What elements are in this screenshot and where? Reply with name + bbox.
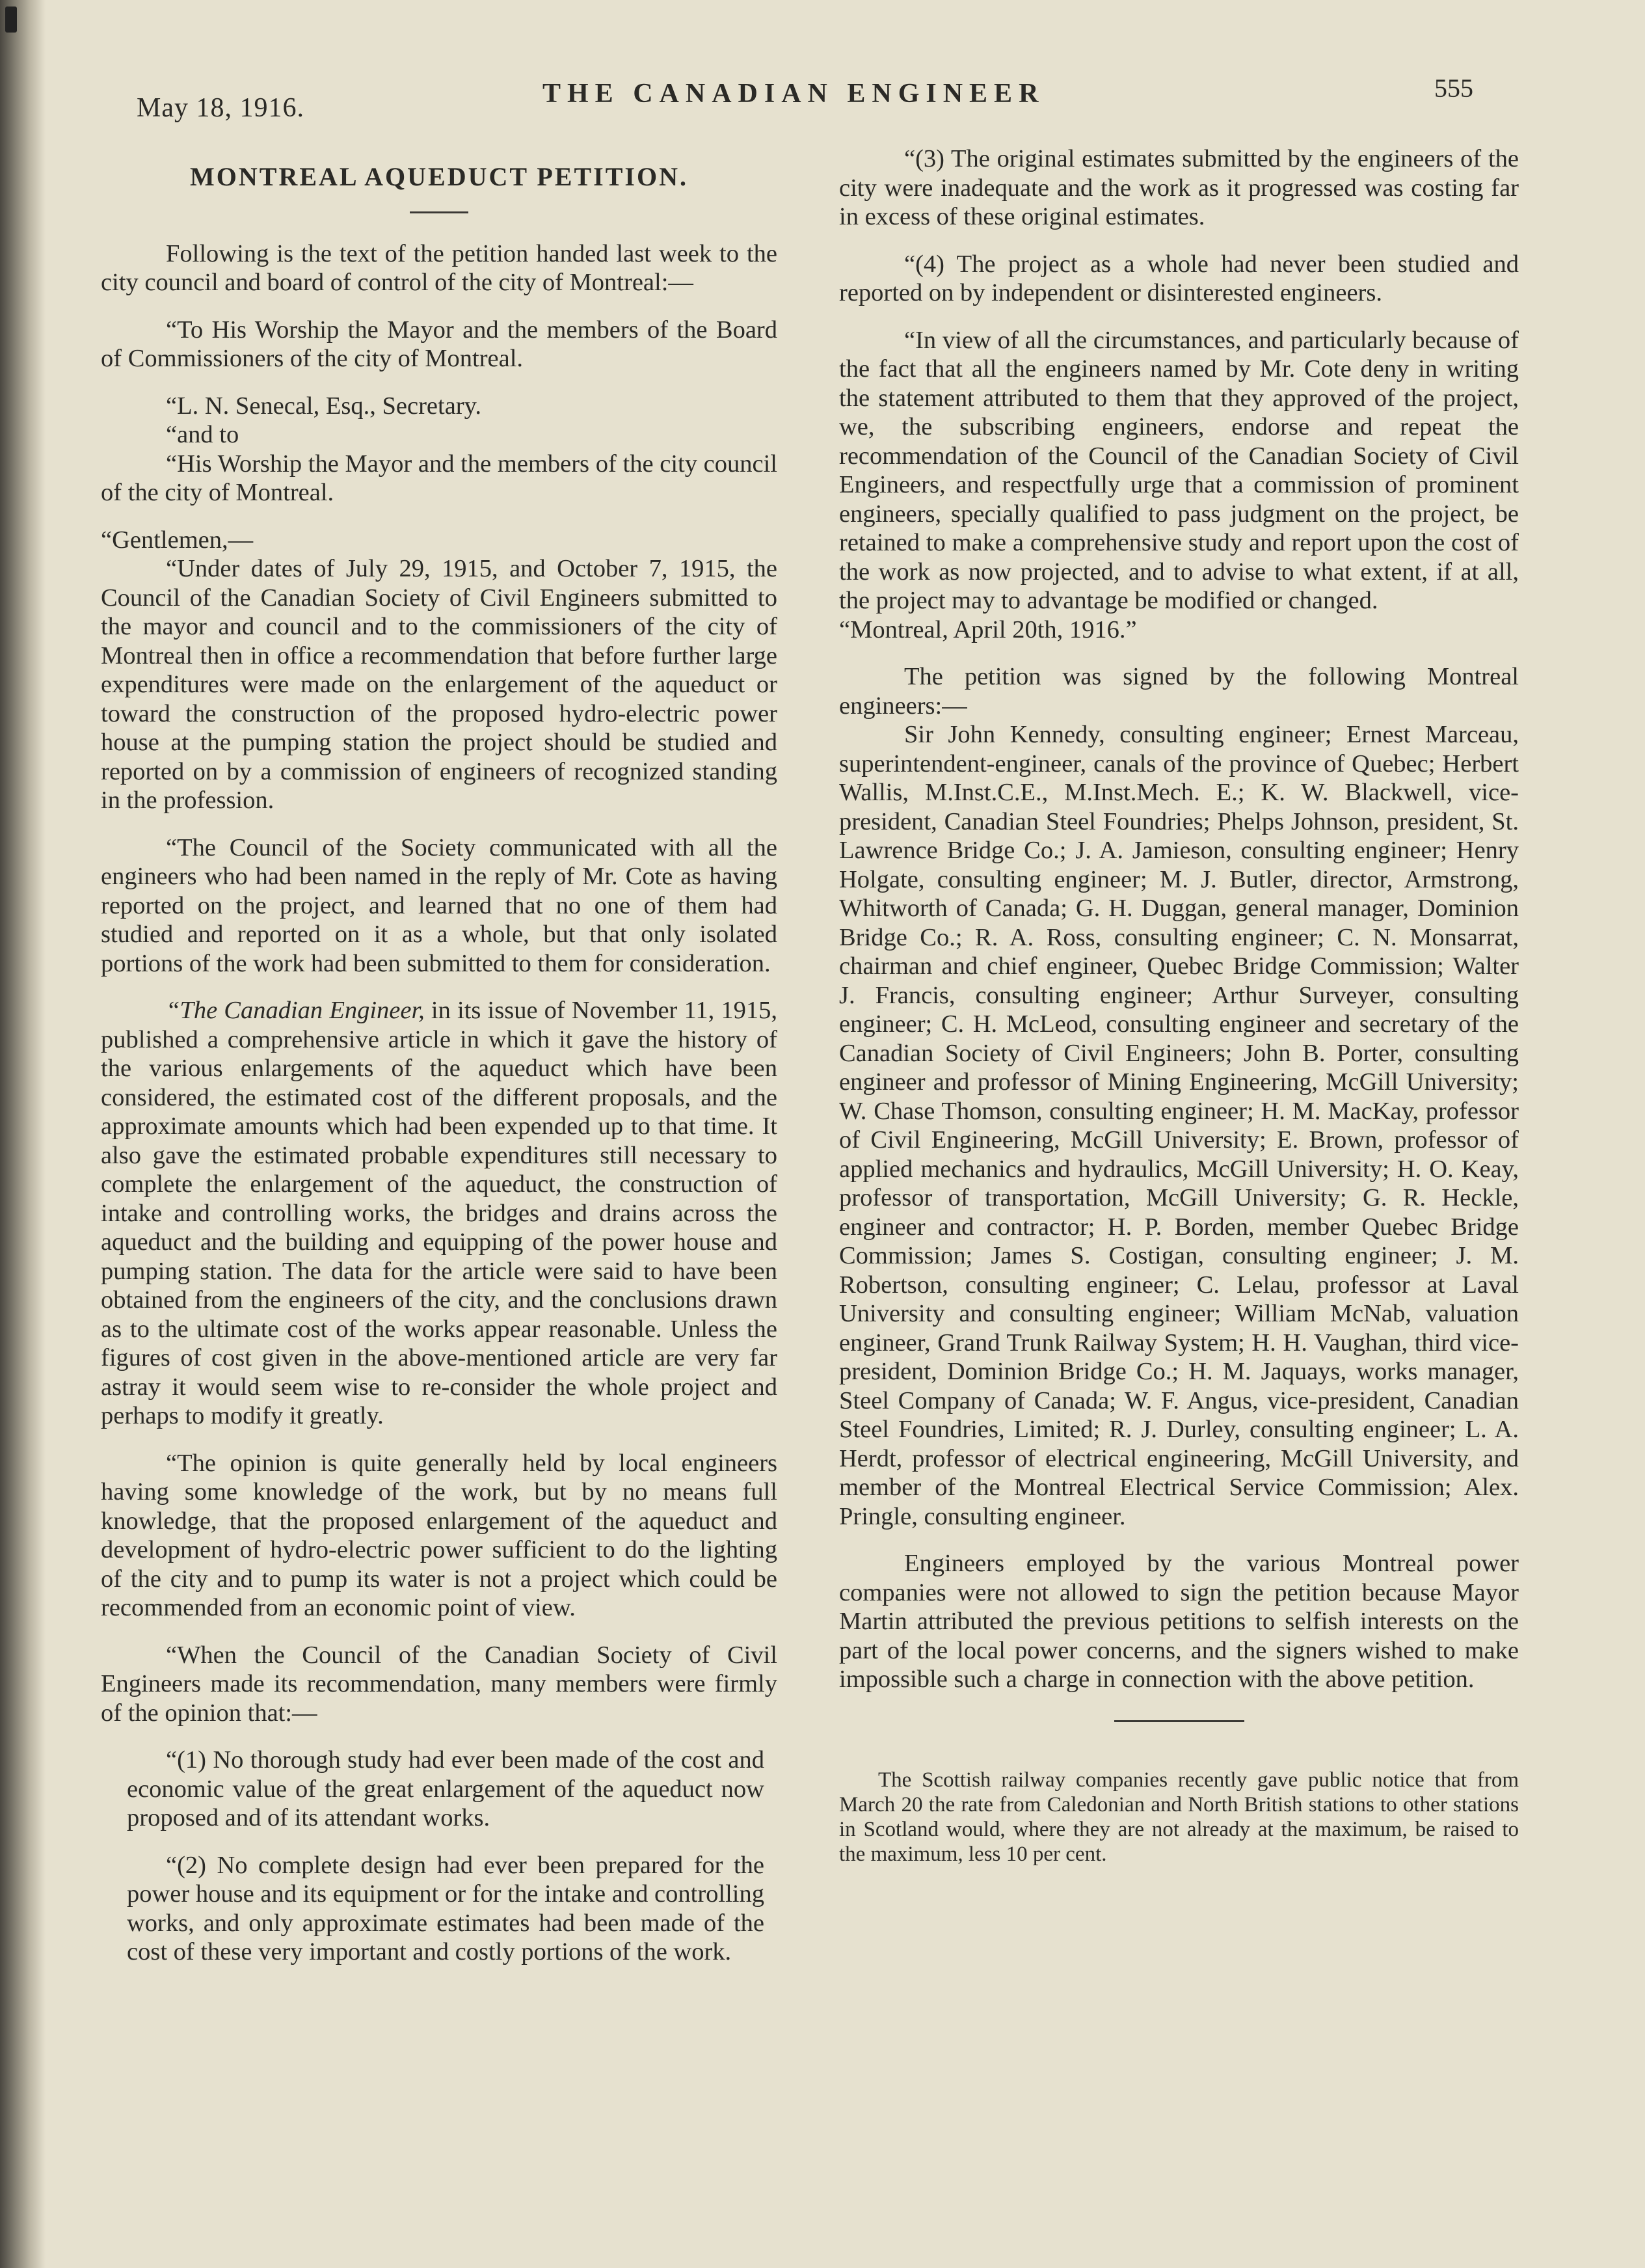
point-4: “(4) The project as a whole had never been studied and reported on by independent or disinterested engineers. [839, 250, 1519, 306]
dateline: “Montreal, April 20th, 1916.” [839, 615, 1137, 643]
secretary-line: “L. N. Senecal, Esq., Secretary. [166, 392, 481, 420]
body-paragraph-2: “The Council of the Society communicated with all the engineers who had been named in the reply of Mr. Cote as having reported on the project, and learned that no one of them had studied and reported on it as a whole, but that only isolated portions of the work had been submitted to them for consideration. [101, 833, 777, 977]
railway-note [839, 1768, 1519, 1867]
council-address-paragraph: “His Worship the Mayor and the members of the city council of the city of Montreal. [101, 450, 777, 506]
journal-name-italic: “The Canadian Engineer, [166, 997, 425, 1024]
right-column [839, 144, 1519, 1867]
intro-paragraph: Following is the text of the petition handed last week to the city council and board of control of the city of Montreal:— [101, 239, 777, 296]
header-date: May 18, 1916. [137, 93, 304, 123]
address-paragraph: “To His Worship the Mayor and the members of the Board of Commissioners of the city of Montreal. [101, 316, 777, 372]
and-to-line: “and to [166, 421, 239, 448]
header-page-number: 555 [1434, 74, 1473, 103]
railway-note-text: The Scottish railway companies recently gave public notice that from March 20 the rate from Caledonian and North British stations to other stations in Scotland would, where they are not already at the maximum, be raised to the maximum, less 10 per cent. [839, 1768, 1519, 1866]
signatories-list: Sir John Kennedy, consulting engineer; Ernest Marceau, superintendent-engineer, canals of the province of Quebec; Herbert Wallis, M.Inst.C.E., M.Inst.Mech. E.; K. W. Blackwell, vice-president, Canadian Steel Foundries; Phelps Johnson, president, St. Lawrence Bridge Co.; J. A. Jamieson, consulting engineer; Henry Holgate, consulting engineer; M. J. Butler, director, Armstrong, Whitworth of Canada; G. H. Duggan, general manager, Dominion Bridge Co.; R. A. Ross, consulting engineer; C. N. Monsarrat, chairman and chief engineer, Quebec Bridge Commission; Walter J. Francis, consulting engineer; Arthur Surveyer, consulting engineer; C. H. McLeod, consulting engineer and secretary of the Canadian Society of Civil Engineers; John B. Porter, consulting engineer and professor of Mining Engineering, McGill University; W. Chase Thomson, consulting engineer; H. M. MacKay, professor of Civil Engineering, McGill University; E. Brown, professor of applied mechanics and hydraulics, McGill University; H. O. Keay, professor of transportation, McGill University; G. R. Heckle, engineer and contractor; H. P. Borden, member Quebec Bridge Commission; James S. Costigan, consulting engineer; J. M. Robertson, consulting engineer; C. Lelau, professor at Laval University and consulting engineer; William McNab, valuation engineer, Grand Trunk Railway System; H. H. Vaughan, third vice-president, Dominion Bridge Co.; H. M. Jaquays, works manager, Steel Company of Canada; W. F. Angus, vice-president, Canadian Steel Foundries, Limited; R. J. Durley, consulting engineer; L. A. Herdt, professor of electrical engineering, McGill University, and member of the Montreal Electrical Service Commission; Alex. Pringle, consulting engineer. [839, 721, 1519, 1530]
article-title: MONTREAL AQUEDUCT PETITION. [190, 162, 688, 191]
closing-paragraph: “In view of all the circumstances, and particularly because of the fact that all the engineers named by Mr. Cote deny in writing the statement attributed to them that they approved of the project, we, the subscribing engineers, endorse and repeat the recommendation of the Council of the Canadian Society of Civil Engineers, and respectfully urge that a commission of prominent engineers, specially qualified to pass judgment on the project, be retained to make a comprehensive study and report upon the cost of the work as now projected, and to advise to what extent, if at all, the project may to advantage be modified or changed. [839, 326, 1519, 614]
header-journal-title: THE CANADIAN ENGINEER [542, 79, 1045, 109]
section-rule [1114, 1720, 1244, 1722]
engineer-article-paragraph [101, 996, 777, 1431]
body-paragraph-1: “Under dates of July 29, 1915, and October 7, 1915, the Council of the Canadian Society of Civil Engineers submitted to the mayor and council and to the commissioners of the city of Montreal then in office a recommendation that before further large expenditures were made on the enlargement of the aqueduct or toward the construction of the proposed hydro-electric power house at the pumping station the project should be studied and reported on by a commission of engineers of recognized standing in the profession. [101, 555, 777, 814]
left-column [101, 156, 777, 1967]
final-paragraph: Engineers employed by the various Montreal power companies were not allowed to sign the petition because Mayor Martin attributed the previous petitions to selfish interests on the part of the local power concerns, and the signers wished to make impossible such a charge in connection with the above petition. [839, 1550, 1519, 1693]
point-2: “(2) No complete design had ever been prepared for the power house and its equipment or for the intake and controlling works, and only approximate estimates had been made of the cost of these very important and costly portions of the work. [127, 1851, 764, 1965]
point-3: “(3) The original estimates submitted by the engineers of the city were inadequate and the work as it progressed was costing far in excess of these original estimates. [839, 145, 1519, 230]
signed-intro: The petition was signed by the following Montreal engineers:— [839, 663, 1519, 720]
engineer-article-text: in its issue of November 11, 1915, published a comprehensive article in which it gave the history of the various enlargements of the aqueduct which have been considered, the estimated cost of the different proposals, and the approximate amounts which had been expended up to that time. It also gave the estimated probable expenditures still necessary to complete the enlargement of the aqueduct, the construction of intake and controlling works, the bridges and drains across the aqueduct and the building and equipping of the power house and pumping station. The data for the article were said to have been obtained from the engineers of the city, and the conclusions drawn as to the ultimate cost of the works appear reasonable. Unless the figures of cost given in the above-mentioned article are very far astray it would seem wise to re-consider the whole project and perhaps to modify it greatly. [101, 997, 777, 1429]
council-opinion-paragraph: “When the Council of the Canadian Society of Civil Engineers made its recommendation, many members were firmly of the opinion that:— [101, 1641, 777, 1727]
title-rule [410, 211, 468, 213]
salutation: “Gentlemen,— [101, 526, 254, 554]
point-1: “(1) No thorough study had ever been made of the cost and economic value of the great enlargement of the aqueduct now proposed and of its attendant works. [127, 1746, 764, 1831]
opinion-paragraph: “The opinion is quite generally held by local engineers having some knowledge of the work, but by no means full knowledge, that the proposed enlargement of the aqueduct and development of hydro-electric power sufficient to do the lighting of the city and to pump its water is not a project which could be recommended from an economic point of view. [101, 1449, 777, 1621]
